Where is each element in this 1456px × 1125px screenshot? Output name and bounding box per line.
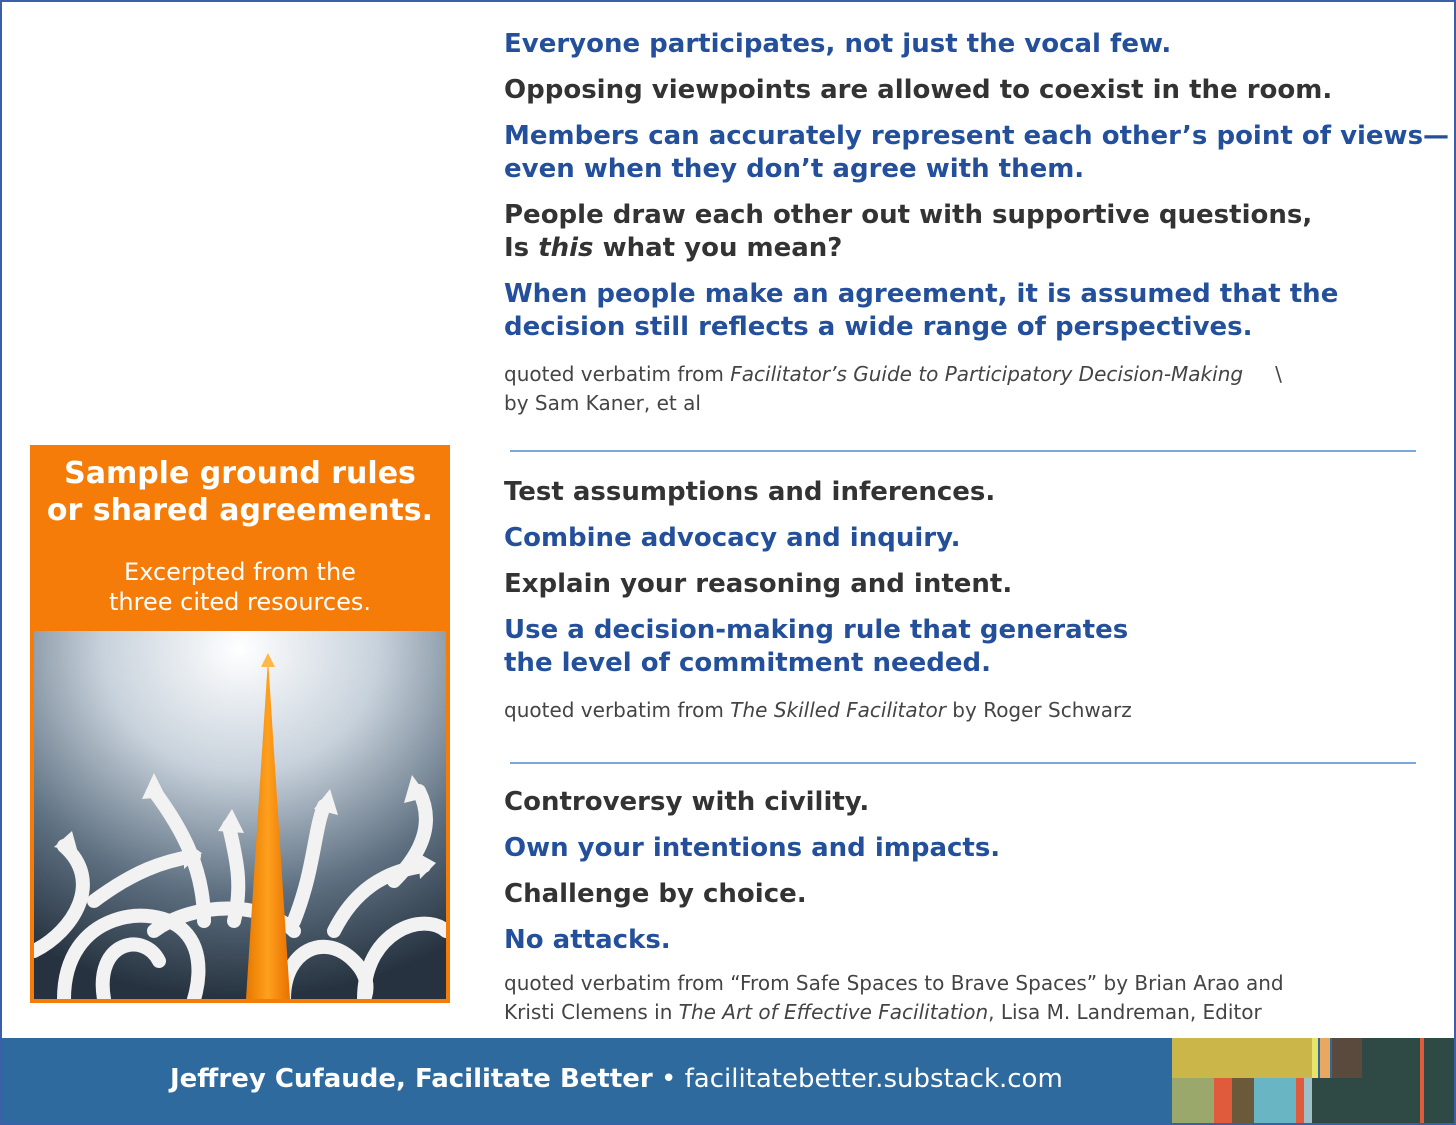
section-divider [510, 450, 1416, 452]
citation-mark: \ [1275, 362, 1282, 386]
promo-title [30, 455, 450, 529]
citation-title: The Skilled Facilitator [730, 698, 946, 722]
rule-line: Combine advocacy and inquiry. [504, 523, 961, 553]
ground-rules-list [504, 786, 1424, 1027]
swatch [1312, 1078, 1362, 1123]
rule-line: People draw each other out with supportive questions, [504, 200, 1313, 230]
promo-subtitle [30, 557, 450, 617]
footer-credit [170, 1062, 1063, 1096]
swatch [1362, 1038, 1420, 1123]
promo-title-line: or shared agreements. [46, 493, 434, 528]
rule-line: Explain your reasoning and intent. [504, 569, 1013, 599]
section-divider [510, 762, 1416, 764]
promo-subtitle-line: three cited resources. [109, 588, 371, 616]
swatch [1232, 1078, 1254, 1123]
citation [504, 696, 1424, 725]
arrows-illustration [34, 631, 446, 999]
ground-rules-list [504, 476, 1424, 725]
citation-suffix: , Lisa M. Landreman, Editor [988, 1000, 1262, 1024]
rule-line: No attacks. [504, 925, 671, 955]
rule-line: Opposing viewpoints are allowed to coexist in the room. [504, 75, 1333, 105]
swatch [1172, 1078, 1216, 1123]
promo-card [30, 445, 450, 1003]
rule-line: Use a decision-making rule that generates [504, 615, 1129, 645]
footer-separator: • [652, 1064, 685, 1094]
swatch [1214, 1078, 1232, 1123]
citation-prefix: quoted verbatim from [504, 362, 731, 386]
citation-author: by Sam Kaner, et al [504, 391, 701, 415]
ground-rules-list [504, 28, 1450, 418]
citation-prefix: quoted verbatim from [504, 698, 731, 722]
swatch [1332, 1038, 1362, 1078]
swatch [1312, 1038, 1318, 1078]
rule-emphasis: this [538, 233, 594, 263]
rule-line: When people make an agreement, it is assumed that the [504, 279, 1339, 309]
footer-bar [2, 1038, 1454, 1123]
rule-line: Own your intentions and impacts. [504, 833, 1001, 863]
rule-line: Members can accurately represent each other’s point of views— [504, 121, 1450, 151]
citation-title: The Art of Effective Facilitation [678, 1000, 989, 1024]
citation: quoted verbatim from “From Safe Spaces to Brave Spaces” by Brian Arao and [504, 971, 1284, 995]
rule-text: what you mean? [593, 233, 843, 263]
citation [504, 360, 1424, 389]
rule-line: the level of commitment needed. [504, 648, 991, 678]
promo-subtitle-line: Excerpted from the [124, 558, 356, 586]
rule-line: decision still reflects a wide range of perspectives. [504, 312, 1253, 342]
citation-title: Facilitator’s Guide to Participatory Decision-Making [730, 362, 1244, 386]
citation [504, 998, 1424, 1027]
citation-suffix: by Roger Schwarz [945, 698, 1132, 722]
rule-line: Challenge by choice. [504, 879, 807, 909]
rule-text: Is [504, 233, 539, 263]
swatch [1304, 1078, 1312, 1123]
rule-line: even when they don’t agree with them. [504, 154, 1085, 184]
promo-title-line: Sample ground rules [64, 456, 416, 491]
swatch [1424, 1038, 1454, 1123]
rule-line: Controversy with civility. [504, 787, 870, 817]
rule-line: Test assumptions and inferences. [504, 477, 996, 507]
footer-author: Jeffrey Cufaude, Facilitate Better [170, 1064, 653, 1094]
rule-line [504, 232, 1424, 265]
rule-line: Everyone participates, not just the vocal few. [504, 29, 1172, 59]
swatch [1254, 1078, 1296, 1123]
citation-prefix: Kristi Clemens in [504, 1000, 679, 1024]
swatch [1172, 1038, 1316, 1078]
footer-url: facilitatebetter.substack.com [684, 1064, 1063, 1094]
swatch [1320, 1038, 1330, 1078]
swatch [1296, 1078, 1304, 1123]
